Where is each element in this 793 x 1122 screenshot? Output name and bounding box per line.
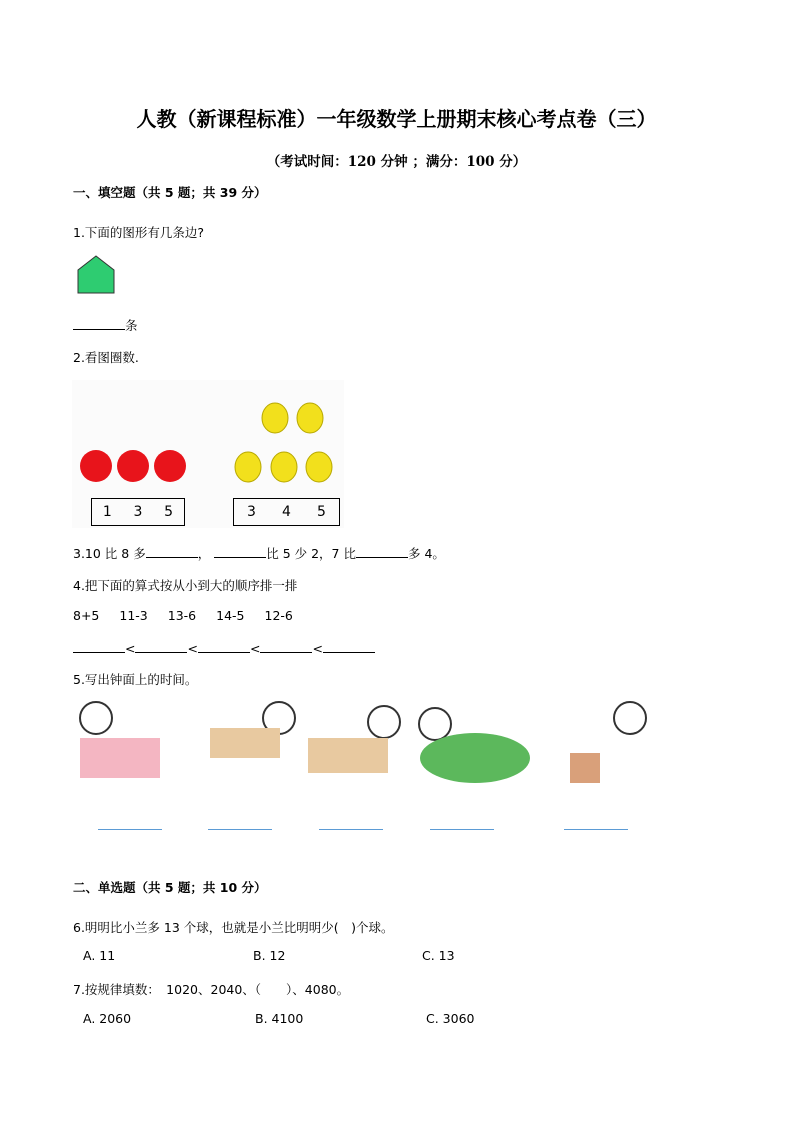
exam-info: （考试时间：120 分钟 ；满分：100 分）: [266, 154, 527, 170]
q6-option-a[interactable]: A. 11: [83, 948, 116, 963]
q7-option-a[interactable]: A. 2060: [83, 1011, 132, 1026]
number-option[interactable]: 5: [164, 504, 174, 520]
q5-text: 5.写出钟面上的时间。: [73, 672, 198, 687]
apple-icon: [80, 450, 186, 482]
q6-option-b[interactable]: B. 12: [253, 948, 286, 963]
number-option[interactable]: 3: [133, 504, 143, 520]
time-blank[interactable]: [319, 829, 383, 830]
number-option[interactable]: 5: [317, 504, 326, 520]
q1-text: 1.下面的图形有几条边?: [73, 225, 205, 240]
number-box-pears[interactable]: [233, 498, 340, 526]
pentagon-shape: [77, 255, 115, 295]
time-blank[interactable]: [430, 829, 494, 830]
q4-answer-row: < < < <: [73, 640, 375, 656]
q1-unit: 条: [125, 318, 138, 333]
q4-text: 4.把下面的算式按从小到大的顺序排一排: [73, 578, 298, 593]
q2-text: 2.看图圈数.: [73, 350, 139, 365]
q6-option-c[interactable]: C. 13: [422, 948, 455, 963]
q6-text: 6.明明比小兰多 13 个球，也就是小兰比明明少( )个球。: [73, 920, 394, 935]
q7-option-c[interactable]: C. 3060: [426, 1011, 475, 1026]
time-blank[interactable]: [564, 829, 628, 830]
q7-option-b[interactable]: B. 4100: [255, 1011, 304, 1026]
number-option[interactable]: 1: [102, 504, 112, 520]
time-blank[interactable]: [208, 829, 272, 830]
number-option[interactable]: 4: [282, 504, 291, 520]
number-box-apples[interactable]: [91, 498, 185, 526]
q3-text: 3.10 比 8 多 ， 比 5 少 2，7 比 多 4。: [73, 546, 445, 561]
number-option[interactable]: 3: [247, 504, 256, 520]
q7-text: 7.按规律填数： 1020、2040、（ ）、4080。: [73, 982, 350, 997]
clock-scenes: [75, 698, 655, 800]
section-1-heading: 一、填空题（共 5 题；共 39 分）: [73, 185, 267, 200]
q1-answer: [73, 316, 138, 334]
section-2-heading: 二、单选题（共 5 题；共 10 分）: [73, 880, 267, 895]
clock-icon: [80, 702, 646, 740]
time-blank[interactable]: [98, 829, 162, 830]
page-title: 人教（新课程标准）一年级数学上册期末核心考点卷（三）: [136, 107, 657, 131]
answer-blank[interactable]: [73, 317, 125, 330]
q4-expressions: 8+5 11-3 13-6 14-5 12-6: [73, 608, 293, 623]
